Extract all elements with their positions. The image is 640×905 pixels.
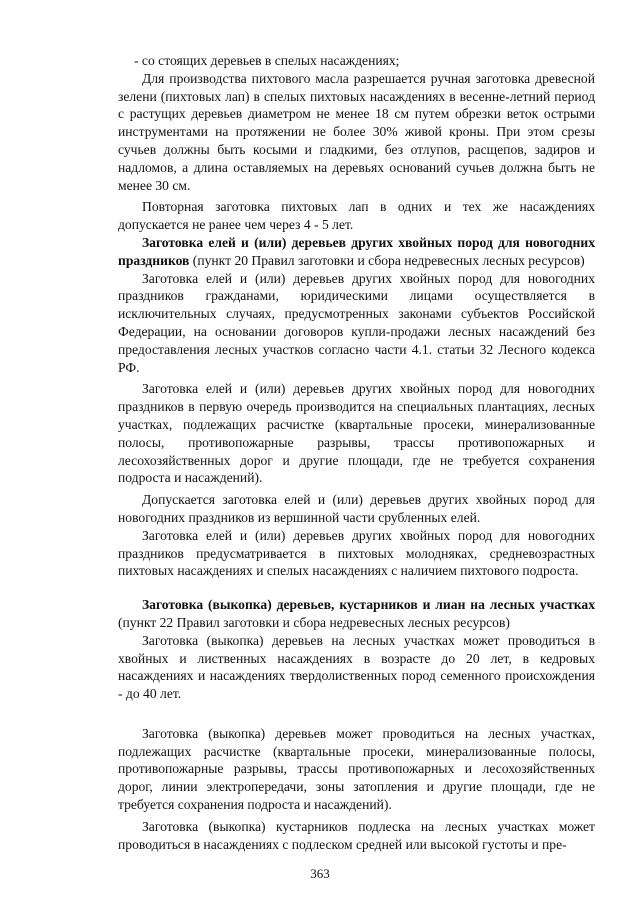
paragraph: Заготовка елей и (или) деревьев других хвойных пород для новогодних праздников в первую очередь производится на специальных плантациях, лесных участках, подлежащих расчистке (квартальные просеки, минерализованные полосы, противопожарные разрывы, трассы противопожарных и лесохозяйственных дорог и другие площади, где не требуется сохранения подроста и насаждений). <box>118 381 595 486</box>
paragraph-list-item: - со стоящих деревьев в спелых насаждениях; <box>134 53 400 68</box>
section-heading: Заготовка елей и (или) деревьев других хвойных пород для новогодних праздников <box>118 234 595 268</box>
section-heading: Заготовка (выкопка) деревьев, кустарников и лиан на лесных участках <box>142 597 595 613</box>
paragraph: Заготовка (выкопка) деревьев может проводиться на лесных участках, подлежащих расчистке (квартальные просеки, минерализованные полосы, противопожарные разрывы, трассы противопожарных и лесохозяйственных дорог, линии электропередачи, зоны затопления и другие площади, где не требуется сохранения подроста и насаждений). <box>118 725 595 813</box>
paragraph: Повторная заготовка пихтовых лап в одних и тех же насаждениях допускается не ранее чем через 4 - 5 лет. <box>118 199 595 233</box>
page-number: 363 <box>310 866 330 881</box>
paragraph: Для производства пихтового масла разрешается ручная заготовка древесной зелени (пихтовых лап) в спелых пихтовых насаждениях в весенне-летний период с растущих деревьев диаметром не менее 18 см путем обрезки веток острыми инструментами на протяжении не более 30% живой кроны. При этом срезы сучьев должны быть косыми и гладкими, без отлупов, расщепов, задиров и надломов, а длина оставляемых на деревьях оснований сучьев должна быть не менее 30 см. <box>118 70 595 193</box>
paragraph: Допускается заготовка елей и (или) деревьев других хвойных пород для новогодних праздников из вершинной части срубленных елей. <box>118 492 595 525</box>
paragraph: Заготовка елей и (или) деревьев других хвойных пород для новогодних праздников предусматривается в пихтовых молодняках, средневозрастных пихтовых насаждениях и спелых насаждениях с наличием пихтового подроста. <box>118 527 595 579</box>
section-reference: (пункт 22 Правил заготовки и сбора недревесных лесных ресурсов) <box>118 614 510 630</box>
page-body <box>118 52 595 853</box>
section-reference: (пункт 20 Правил заготовки и сбора недревесных лесных ресурсов) <box>189 252 585 268</box>
paragraph: Заготовка (выкопка) кустарников подлеска на лесных участках может проводиться в насаждениях с подлеском средней или высокой густоты и пре- <box>118 818 595 852</box>
paragraph: Заготовка елей и (или) деревьев других хвойных пород для новогодних праздников гражданами, юридическими лицами осуществляется в исключительных случаях, предусмотренных законами субъектов Российской Федерации, на основании договоров купли-продажи лесных насаждений без предоставления лесных участков согласно части 4.1. статьи 32 Лесного кодекса РФ. <box>118 270 595 375</box>
paragraph: Заготовка (выкопка) деревьев на лесных участках может проводиться в хвойных и лиственных насаждениях в возрасте до 20 лет, в кедровых насаждениях и насаждениях твердолиственных пород семенного происхождения - до 40 лет. <box>118 632 595 702</box>
section-heading-paragraph <box>118 234 595 270</box>
section-heading-paragraph <box>118 596 595 632</box>
